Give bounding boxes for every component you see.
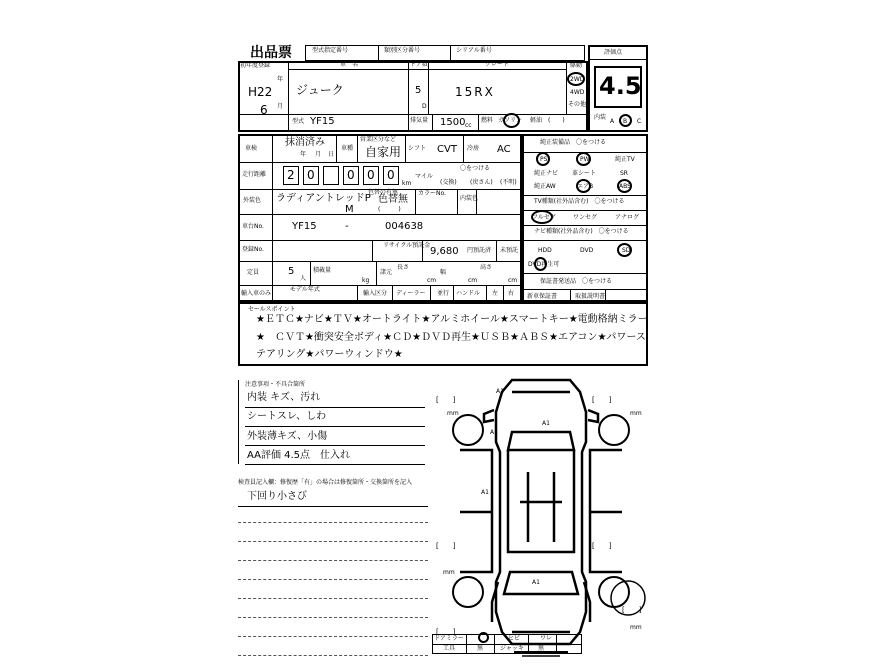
height-unit: cm [508,277,518,284]
door-count: 5 [415,85,422,96]
ac-value: AC [497,144,511,155]
navi-title: ナビ種類(社外品含む) 〇をつける [534,228,629,235]
mileage-unit: km [402,180,412,187]
tool-tools-none: 無 [477,645,484,652]
tool-mirror: ドアミラー [434,635,464,642]
form-title: 出品票 [250,45,292,61]
damage-mark-4: A1 [481,489,489,496]
handle-label: ハンドル [456,290,481,297]
mileage-label: 走行距離 [242,171,267,178]
drive-label: 駆動 [570,62,583,69]
mile-option-a: (交換) [440,179,457,186]
tv-oneseg: ワンセグ [573,214,598,221]
interior-a: A [610,118,615,125]
fuel-diesel: 軽油 [530,117,543,124]
shift-value: CVT [437,144,457,155]
repair-label: 検査員記入欄：修復歴「有」の場合は修復箇所・交換箇所を記入 [238,479,413,486]
warranty-manual: 取扱説明書 [575,293,606,300]
interior-b-circle [619,114,632,127]
capacity-value: 5 [288,266,295,277]
drive-other: その他 [568,101,587,108]
inspection-d: 日 [328,151,335,158]
details-table [238,134,522,302]
navi-sd: SD [622,247,631,254]
use-note: 営業区分など [360,136,397,143]
repair-line-1: 下回り小さび [247,491,307,502]
mile-option-b: (戻さん) [470,179,493,186]
color-label: 外装色 [243,197,262,204]
type-no-label: 型式指定番号 [312,47,349,54]
damage-mark-3: A1 [490,429,498,436]
mile-option-c: (不明) [500,179,517,186]
svg-text:[ ]: [ ] [592,396,612,404]
svg-text:[ ]: [ ] [622,606,642,614]
tool-crack: ヒビ [508,635,521,642]
color-change-note: 色替の有無 [368,189,399,196]
handle-left: 左 [492,290,499,297]
navi-dvd: DVD [580,247,594,254]
fuel-paren: ( ) [548,117,565,124]
first-reg-label: 初年度登録 [240,62,271,69]
import-parallel: 並行 [437,290,450,297]
model: YF15 [310,116,335,127]
width-unit: cm [468,277,478,284]
first-reg-month: 6 [260,103,268,117]
mileage-digit-5: 0 [367,168,375,182]
displacement-unit: cc [465,122,472,129]
mm-label-2: mm [630,410,642,417]
fuel-gas: ガソリン [498,117,523,124]
recycle-unit: 円預託済 [467,247,492,254]
equip-abs: ABS [619,183,631,190]
mile-label: マイル [415,173,433,180]
tool-break: ワレ [540,635,553,642]
use-label: 車種 [341,145,354,152]
recycle-amount: 9,680 [430,246,459,257]
inspection-y: 年 [300,151,307,158]
equip-navi: 純正ナビ [534,170,559,177]
first-reg-era-year: H22 [248,85,273,99]
mm-label-3: mm [443,569,455,576]
color-value: ラディアントレッドP [276,193,371,204]
drive-2wd-circle [567,72,585,86]
tv-analog: アナログ [615,214,640,221]
door-unit: D [422,103,427,110]
mm-label-4: mm [630,624,642,631]
capacity-label: 定員 [247,269,260,276]
equip-leather: 革シート [572,170,597,177]
tv-fullseg: フルセグ [532,214,556,221]
interior-b: B [623,118,628,125]
tool-jack: ジャッキ [500,645,524,652]
grade-label: グレード [485,61,510,68]
mm-label-1: mm [447,410,459,417]
mileage-digit-6: 0 [387,168,395,182]
door-label: ドア数 [410,61,428,68]
color-code: M [345,204,354,215]
warranty-new-car: 新車保証書 [527,293,558,300]
mileage-digit-2: 0 [307,168,315,182]
inspection-value: 抹消済み [285,137,325,148]
navi-hdd: HDD [538,247,552,254]
reg-label: 登録No. [242,246,264,253]
sales-point-line-2: ★ ＣＶＴ★衝突安全ボディ★ＣＤ★ＤＶＤ再生★ＵＳＢ★ＡＢＳ★エアコン★パワース [256,332,646,343]
equipment-title: 純正装備品 〇をつける [540,139,607,146]
fuel-label: 燃料 [481,117,494,124]
handle-right: 右 [508,290,515,297]
equip-ps: PS [540,156,548,163]
import-label: 輸入車のみ [241,290,272,297]
inspection-m: 月 [315,151,322,158]
tool-jack-none: 無 [538,645,545,652]
import-dealer: ディーラー [396,290,426,297]
displacement-label: 排気量 [410,117,429,124]
inspection-label: 車検 [245,145,258,152]
vin-label: 車台No. [242,223,264,230]
dvd-playback: DVD再生可 [528,261,560,268]
length-unit: cm [427,277,437,284]
height-label: 高さ [480,264,493,271]
grade: 15RX [455,85,495,99]
sales-point-line-3: テアリング★パワーウィンドウ★ [256,349,403,360]
vin-dash: - [345,221,349,232]
sales-point-line-1: ★ＥＴＣ★ナビ★ＴＶ★オートライト★アルミホイール★スマートキー★電動格納ミラー [256,314,648,325]
score-label: 評価点 [604,49,623,56]
car-damage-diagram [432,372,650,664]
interior-c: C [637,118,642,125]
serial-no-label: シリアル番号 [456,47,492,54]
color-change-value: 色替無 [378,194,408,205]
recycle-label: リサイクル預託金 [383,242,431,249]
color-change-paren: ( ) [378,206,401,213]
model-label: 型式 [292,118,305,125]
drive-2wd: 2WD [570,76,585,83]
equip-pw: PW [580,156,590,163]
svg-text:[ ]: [ ] [592,542,612,550]
note-line-3: 外装薄キズ、小傷 [247,431,328,442]
ac-label: 冷房 [467,145,480,152]
import-type-label: 輸入区分 [363,290,388,297]
mileage-digit-4: 0 [347,168,355,182]
mile-circle-note: 〇をつける [460,165,491,172]
damage-mark-2: A1 [542,420,550,427]
svg-text:[ ]: [ ] [436,628,456,636]
year-unit: 年 [277,76,284,83]
damage-mark-5: A1 [532,579,540,586]
vin-number: 004638 [385,221,424,232]
use-value: 自家用 [365,145,402,159]
load-unit: kg [362,277,370,284]
mileage-digit-1: 2 [287,168,295,182]
category-no-label: 類別区分番号 [384,47,421,54]
damage-mark-1: A1 [496,388,504,395]
month-unit: 月 [277,103,284,110]
drive-4wd: 4WD [570,89,585,96]
note-line-4: AA評価 4.5点 仕入れ [247,450,351,461]
notes-label: 注意事項・不具合箇所 [245,381,306,388]
interior-color-label: 内装色 [460,195,479,202]
equip-sr: SR [620,170,628,177]
svg-text:[ ]: [ ] [436,542,456,550]
score-value: 4.5 [599,72,642,100]
color-no-label: カラーNo. [418,190,446,197]
displacement: 1500 [440,117,466,128]
equip-airbag: エアB [577,183,594,190]
equip-tv: 純正TV [615,156,635,163]
fuel-gas-circle [503,113,520,128]
sales-points-label: セールスポイント [248,306,296,313]
width-label: 幅 [440,269,447,276]
note-line-2: シートスレ、しわ [247,411,327,422]
note-line-1: 内装 キズ、汚れ [247,392,321,403]
car-name: ジューク [296,83,344,97]
equip-aw: 純正AW [534,183,556,190]
bracket-tl: [ ] [436,396,456,404]
model-year-label: モデル年式 [290,286,320,293]
recycle-none: 未預託 [500,247,519,254]
interior-label: 内装 [594,114,607,121]
shift-label: シフト [408,145,427,152]
warranty-title: 保証書発送品 〇をつける [540,278,613,285]
length-label: 長さ [397,264,410,271]
load-label: 積載量 [313,267,332,274]
capacity-unit: 人 [300,275,307,282]
dim-label: 諸元 [380,269,393,276]
car-name-label: 車 名 [340,61,359,68]
tv-title: TV種類(社外品含む) 〇をつける [534,198,625,205]
tool-tools: 工具 [443,645,456,652]
vin-prefix: YF15 [292,221,317,232]
